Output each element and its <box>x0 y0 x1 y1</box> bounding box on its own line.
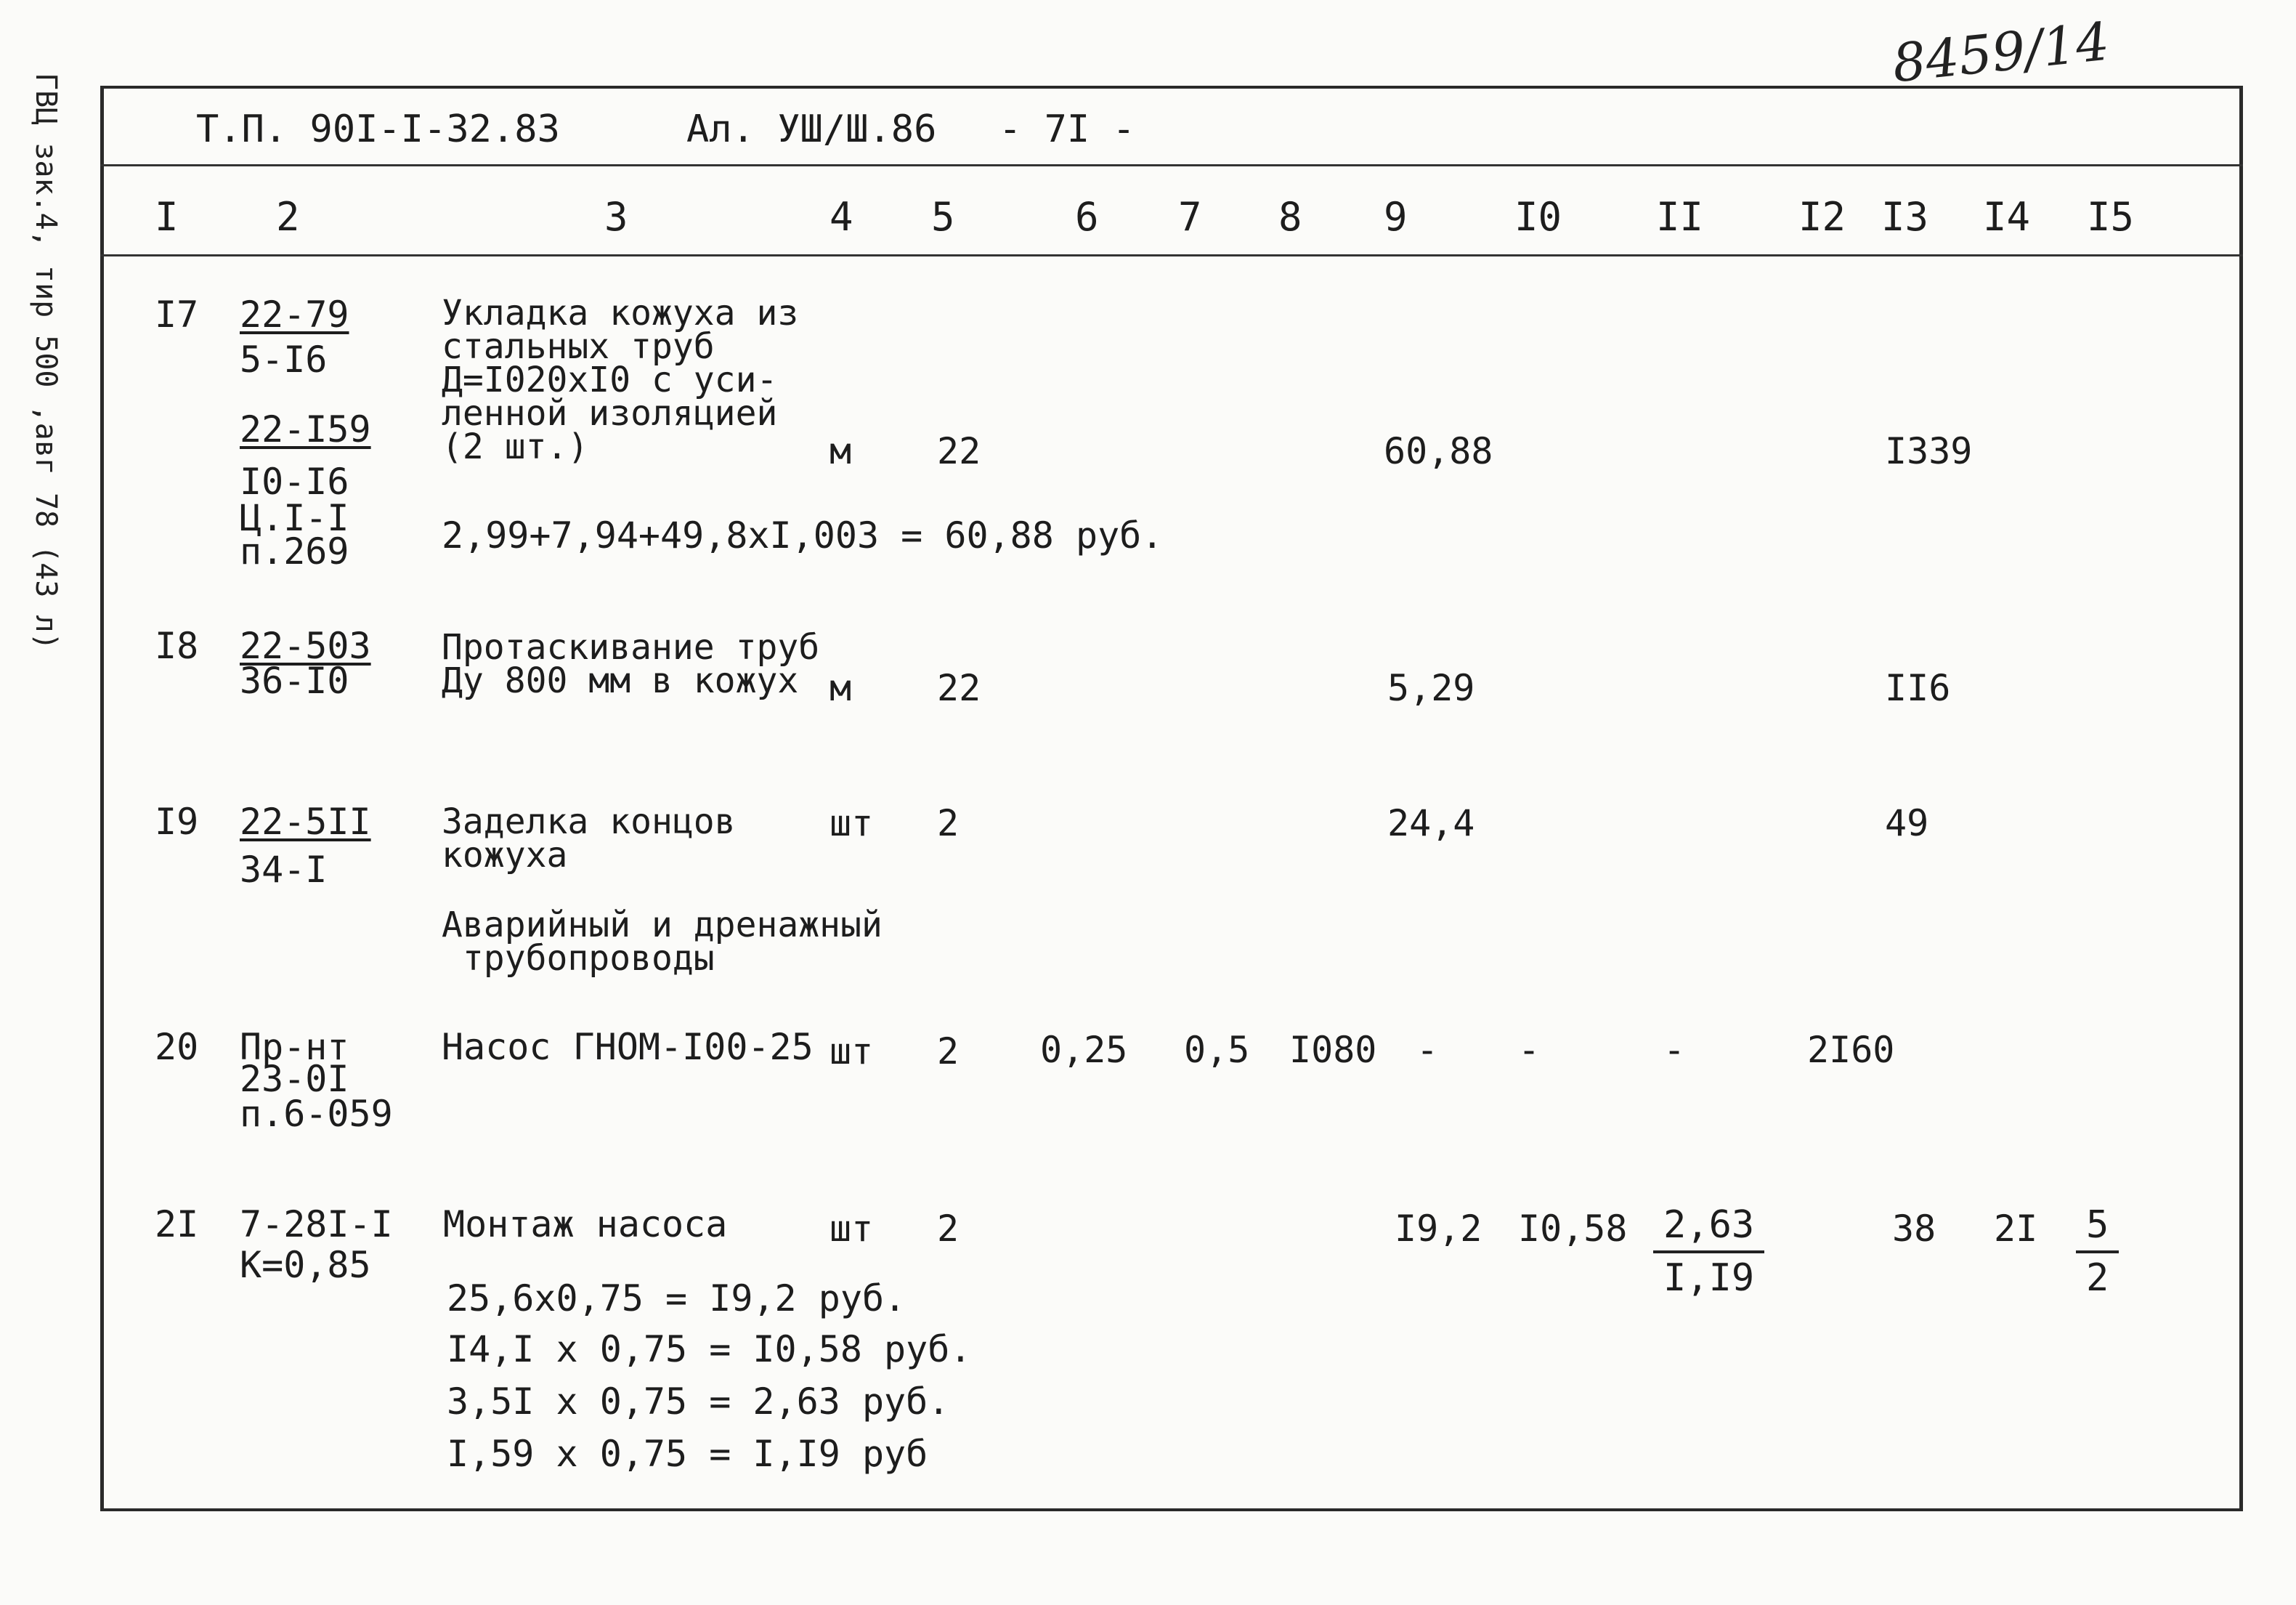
col-11-fraction <box>1653 1205 1764 1299</box>
fraction-numerator: 2,63 <box>1653 1205 1764 1253</box>
col-header-8: 8 <box>1278 194 1302 240</box>
calculation-note: 25,6х0,75 = I9,2 руб. <box>447 1277 906 1319</box>
quantity: 2 <box>937 1208 960 1250</box>
quantity: 2 <box>937 1030 960 1072</box>
norm-code: 23-0I <box>240 1058 349 1100</box>
unit: шт <box>829 802 874 844</box>
calculation-note: 3,5I х 0,75 = 2,63 руб. <box>447 1380 950 1423</box>
norm-code: 22-I59 <box>240 408 371 450</box>
unit: м <box>829 430 852 472</box>
row-number: 20 <box>155 1026 199 1068</box>
norm-code: 34-I <box>240 849 328 891</box>
row-number: I8 <box>155 625 199 667</box>
quantity: 22 <box>937 667 981 709</box>
calculation-note: 2,99+7,94+49,8хI,003 = 60,88 руб. <box>442 514 1164 557</box>
unit: шт <box>829 1208 874 1250</box>
col-header-6: 6 <box>1075 194 1099 240</box>
album-ref: Ал. УШ/Ш.86 <box>686 108 937 151</box>
section-heading: Аварийный и дренажный трубопроводы <box>442 905 883 979</box>
norm-code: п.6-059 <box>240 1093 393 1135</box>
archive-number: 8459/14 <box>1889 10 2112 94</box>
col-header-3: 3 <box>604 194 628 240</box>
norm-code: 5-I6 <box>240 339 328 381</box>
calculation-note: I4,I х 0,75 = I0,58 руб. <box>447 1328 972 1370</box>
col-9-value: 24,4 <box>1387 802 1475 844</box>
col-6-value: 0,25 <box>1040 1029 1128 1071</box>
col-13-value: II6 <box>1885 667 1951 709</box>
table-frame <box>100 86 2243 1511</box>
col-header-15: I5 <box>2087 194 2135 240</box>
norm-code: 22-5II <box>240 801 371 843</box>
norm-code: Пр-нт <box>240 1026 349 1068</box>
col-7-value: 0,5 <box>1184 1029 1250 1071</box>
col-9-value: 5,29 <box>1387 667 1475 709</box>
norm-code: 22-503 <box>240 625 371 667</box>
col-14-value: 2I <box>1994 1208 2038 1250</box>
header-divider <box>100 164 2243 166</box>
col-header-11: II <box>1656 194 1704 240</box>
norm-code: 36-I0 <box>240 660 349 702</box>
col-header-13: I3 <box>1881 194 1929 240</box>
norm-code: I0-I6 <box>240 461 349 503</box>
col-header-10: I0 <box>1514 194 1562 240</box>
col-header-12: I2 <box>1798 194 1846 240</box>
work-description: Насос ГНОМ-I00-25 <box>442 1026 814 1068</box>
col-15-fraction <box>2076 1205 2119 1299</box>
col-10-value: - <box>1518 1029 1541 1071</box>
col-11-value: - <box>1663 1029 1686 1071</box>
calculation-note: I,59 х 0,75 = I,I9 руб <box>447 1433 928 1475</box>
col-10-value: I0,58 <box>1518 1208 1628 1250</box>
unit: м <box>829 667 852 709</box>
norm-code: Ц.I-I <box>240 497 349 539</box>
page-number: - 7I - <box>999 108 1135 151</box>
norm-code: 7-28I-I <box>240 1203 393 1245</box>
col-header-9: 9 <box>1384 194 1408 240</box>
unit: шт <box>829 1030 874 1072</box>
col-12-value: 2I60 <box>1807 1029 1895 1071</box>
norm-code: п.269 <box>240 530 349 573</box>
col-header-1: I <box>155 194 179 240</box>
col-header-7: 7 <box>1178 194 1202 240</box>
col-header-4: 4 <box>829 194 853 240</box>
work-description: Монтаж насоса <box>443 1203 728 1245</box>
fraction-denominator: I,I9 <box>1663 1256 1755 1301</box>
norm-code: 22-79 <box>240 294 349 336</box>
row-number: I7 <box>155 294 199 336</box>
work-description: Протаскивание труб Ду 800 мм в кожух <box>442 627 820 701</box>
col-13-value: I339 <box>1885 430 1973 472</box>
col-9-value: 60,88 <box>1384 430 1493 472</box>
quantity: 22 <box>937 430 981 472</box>
row-number: 2I <box>155 1203 199 1245</box>
work-description: Заделка концов кожуха <box>442 801 736 876</box>
col-header-2: 2 <box>276 194 300 240</box>
row-number: I9 <box>155 801 199 843</box>
col-13-value: 38 <box>1892 1208 1936 1250</box>
fraction-denominator: 2 <box>2086 1256 2109 1301</box>
doc-code: Т.П. 90I-I-32.83 <box>196 108 560 151</box>
quantity: 2 <box>937 802 960 844</box>
work-description: Укладка кожуха из стальных труб Д=I020хI0 с уси- ленной изоляцией (2 шт.) <box>442 293 799 467</box>
col-9-value: I9,2 <box>1395 1208 1482 1250</box>
col-header-14: I4 <box>1983 194 2031 240</box>
column-header-divider <box>100 254 2243 256</box>
col-13-value: 49 <box>1885 802 1929 844</box>
norm-code: К=0,85 <box>240 1244 371 1286</box>
col-9-value: - <box>1416 1029 1439 1071</box>
col-8-value: I080 <box>1289 1029 1377 1071</box>
fraction-numerator: 5 <box>2076 1205 2119 1253</box>
col-header-5: 5 <box>931 194 955 240</box>
margin-print-note: ГВЦ зак.4, тир 500 ,авг 78 (43 л) <box>29 73 62 650</box>
